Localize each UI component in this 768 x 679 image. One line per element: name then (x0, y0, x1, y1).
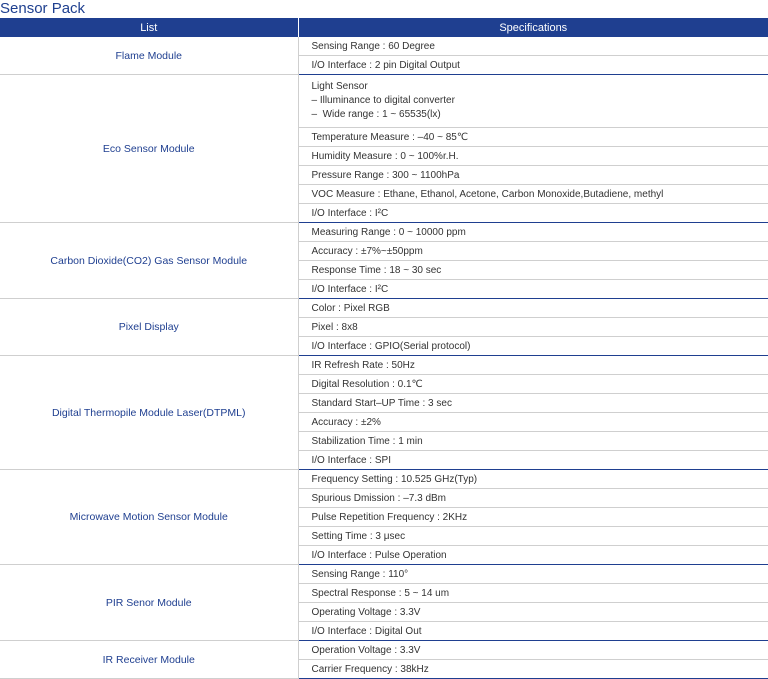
spec-cell: Pulse Repetition Frequency : 2KHz (298, 508, 768, 527)
table-row (0, 470, 768, 489)
table-row (0, 37, 768, 56)
spec-cell: Response Time : 18 ~ 30 sec (298, 261, 768, 280)
spec-cell: Color : Pixel RGB (298, 299, 768, 318)
spec-cell: Spectral Response : 5 ~ 14 um (298, 584, 768, 603)
table-row (0, 299, 768, 318)
spec-cell: Humidity Measure : 0 ~ 100%r.H. (298, 147, 768, 166)
module-name: Carbon Dioxide(CO2) Gas Sensor Module (0, 223, 298, 299)
list-column-header: List (0, 18, 298, 37)
spec-cell: Carrier Frequency : 38kHz (298, 660, 768, 679)
spec-cell: IR Refresh Rate : 50Hz (298, 356, 768, 375)
table-row (0, 565, 768, 584)
spec-cell: Spurious Dmission : –7.3 dBm (298, 489, 768, 508)
table-row (0, 223, 768, 242)
module-name: Flame Module (0, 37, 298, 75)
spec-cell: I/O Interface : 2 pin Digital Output (298, 56, 768, 75)
spec-cell: Accuracy : ±7%~±50ppm (298, 242, 768, 261)
spec-cell: I/O Interface : Pulse Operation (298, 546, 768, 565)
spec-cell: Standard Start–UP Time : 3 sec (298, 394, 768, 413)
spec-cell: I/O Interface : SPI (298, 451, 768, 470)
spec-cell: Operation Voltage : 3.3V (298, 641, 768, 660)
spec-cell: Frequency Setting : 10.525 GHz(Typ) (298, 470, 768, 489)
table-header (0, 18, 768, 37)
spec-cell: Temperature Measure : –40 ~ 85℃ (298, 128, 768, 147)
sensor-spec-table (0, 18, 768, 679)
module-name: Digital Thermopile Module Laser(DTPML) (0, 356, 298, 470)
spec-cell: Setting Time : 3 μsec (298, 527, 768, 546)
spec-line: – Illuminance to digital converter (312, 94, 768, 108)
table-body (0, 37, 768, 679)
table-row (0, 75, 768, 128)
spec-cell (298, 75, 768, 128)
specifications-column-header: Specifications (298, 18, 768, 37)
module-name: Pixel Display (0, 299, 298, 356)
table-row (0, 641, 768, 660)
spec-cell: Pixel : 8x8 (298, 318, 768, 337)
spec-cell: Accuracy : ±2% (298, 413, 768, 432)
spec-cell: Stabilization Time : 1 min (298, 432, 768, 451)
spec-cell: I/O Interface : I²C (298, 280, 768, 299)
spec-cell: Sensing Range : 110° (298, 565, 768, 584)
spec-cell: VOC Measure : Ethane, Ethanol, Acetone, Carbon Monoxide,Butadiene, methyl (298, 185, 768, 204)
spec-cell: I/O Interface : Digital Out (298, 622, 768, 641)
spec-cell: I/O Interface : I²C (298, 204, 768, 223)
spec-line: – Wide range : 1 ~ 65535(lx) (312, 108, 768, 122)
spec-line: Light Sensor (312, 80, 768, 94)
module-name: Eco Sensor Module (0, 75, 298, 223)
spec-cell: I/O Interface : GPIO(Serial protocol) (298, 337, 768, 356)
spec-cell: Pressure Range : 300 ~ 1100hPa (298, 166, 768, 185)
module-name: IR Receiver Module (0, 641, 298, 679)
spec-cell: Measuring Range : 0 ~ 10000 ppm (298, 223, 768, 242)
module-name: Microwave Motion Sensor Module (0, 470, 298, 565)
spec-cell: Operating Voltage : 3.3V (298, 603, 768, 622)
page-title: Sensor Pack (0, 0, 85, 17)
spec-cell: Digital Resolution : 0.1℃ (298, 375, 768, 394)
spec-cell: Sensing Range : 60 Degree (298, 37, 768, 56)
table-row (0, 356, 768, 375)
module-name: PIR Senor Module (0, 565, 298, 641)
